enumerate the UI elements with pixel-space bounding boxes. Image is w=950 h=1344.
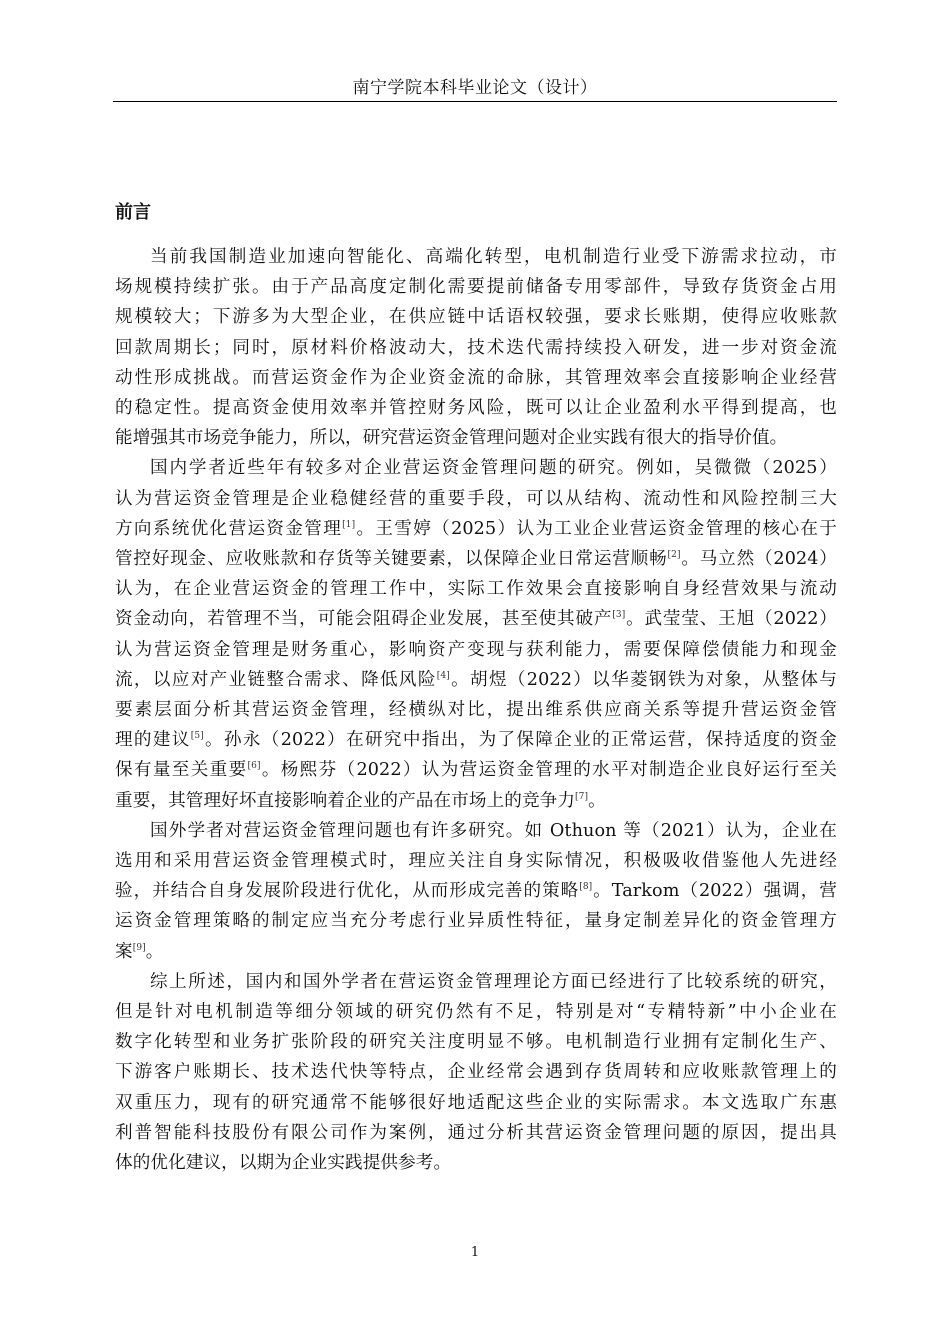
text-line: 要素层面分析其营运资金管理，经横纵对比，提出维系供应商关系等提升营运资金管: [115, 700, 837, 721]
text-line: 国内学者近些年有较多对企业营运资金管理问题的研究。例如，吴微微（2025）: [150, 458, 837, 479]
text-line: 综上所述，国内和国外学者在营运资金管理理论方面已经进行了比较系统的研究，: [150, 971, 837, 992]
text-line: 体的优化建议，以期为企业实践提供参考。: [115, 1153, 452, 1174]
text-line: 动性形成挑战。而营运资金作为企业资金流的命脉，其管理效率会直接影响企业经营: [115, 367, 837, 388]
text-line: 选用和采用营运资金管理模式时，理应关注自身实际情况，积极吸收借鉴他人先进经: [115, 851, 837, 872]
page-number: 1: [470, 1245, 480, 1260]
citation-marker: [2]: [667, 550, 681, 561]
paragraph: [115, 242, 837, 453]
text-line: 但是针对电机制造等细分领域的研究仍然有不足，特别是对“专精特新”中小企业在: [115, 1002, 837, 1023]
paragraph: [115, 816, 837, 967]
body-text: [115, 242, 837, 1178]
citation-marker: [9]: [132, 942, 146, 953]
text-line: 认为营运资金管理是企业稳健经营的重要手段，可以从结构、流动性和风险控制三大: [115, 488, 837, 509]
text-line: 场规模持续扩张。由于产品高度定制化需要提前储备专用零部件，导致存货资金占用: [115, 277, 837, 298]
text-line: 规模较大；下游多为大型企业，在供应链中话语权较强，要求长账期，使得应收账款: [115, 307, 837, 328]
text-line: 验，并结合自身发展阶段进行优化，从而形成完善的策略[8]。Tarkom（2022）强调，营: [115, 881, 837, 902]
text-line: 双重压力，现有的研究通常不能够很好地适配这些企业的实际需求。本文选取广东惠: [115, 1092, 837, 1113]
citation-marker: [8]: [579, 882, 593, 893]
text-line: 运资金管理策略的制定应当充分考虑行业异质性特征，量身定制差异化的资金管理方: [115, 911, 837, 932]
text-line: 流，以应对产业链整合需求、降低风险[4]。胡煜（2022）以华菱钢铁为对象，从整体与: [115, 669, 837, 690]
text-line: 保有量至关重要[6]。杨熙芬（2022）认为营运资金管理的水平对制造企业良好运行至关: [115, 760, 838, 781]
citation-marker: [3]: [612, 610, 626, 621]
text-line: 当前我国制造业加速向智能化、高端化转型，电机制造行业受下游需求拉动，市: [150, 247, 837, 267]
text-line: 国外学者对营运资金管理问题也有许多研究。如 Othuon 等（2021）认为，企业在: [150, 820, 837, 841]
citation-marker: [5]: [190, 731, 204, 742]
citation-marker: [7]: [575, 791, 589, 802]
citation-marker: [4]: [436, 670, 450, 681]
paragraph: [115, 967, 837, 1178]
header-rule: [113, 101, 837, 102]
text-line: 数字化转型和业务扩张阶段的研究关注度明显不够。电机制造行业拥有定制化生产、: [115, 1032, 837, 1053]
text-line: 理的建议[5]。孙永（2022）在研究中指出，为了保障企业的正常运营，保持适度的资金: [115, 730, 837, 751]
text-line: 认为，在企业营运资金的管理工作中，实际工作效果会直接影响自身经营效果与流动: [115, 579, 837, 600]
text-line: 回款周期长；同时，原材料价格波动大，技术迭代需持续投入研发，进一步对资金流: [115, 337, 837, 358]
text-line: 案[9]。: [115, 941, 164, 962]
text-line: 能增强其市场竞争能力，所以，研究营运资金管理问题对企业实践有很大的指导价值。: [115, 428, 788, 449]
citation-marker: [6]: [247, 761, 261, 772]
paragraph: [115, 453, 837, 815]
running-header: 南宁学院本科毕业论文（设计）: [352, 78, 598, 98]
citation-marker: [1]: [342, 519, 356, 530]
text-line: 利普智能科技股份有限公司作为案例，通过分析其营运资金管理问题的原因，提出具: [115, 1122, 837, 1143]
text-line: 认为营运资金管理是财务重心，影响资产变现与获利能力，需要保障偿债能力和现金: [115, 639, 837, 660]
text-line: 资金动向，若管理不当，可能会阻碍企业发展，甚至使其破产[3]。武莹莹、王旭（2022）: [115, 609, 838, 630]
text-line: 下游客户账期长、技术迭代快等特点，企业经常会遇到存货周转和应收账款管理上的: [115, 1062, 837, 1083]
text-line: 的稳定性。提高资金使用效率并管控财务风险，既可以让企业盈利水平得到提高，也: [115, 398, 837, 419]
text-line: 重要，其管理好坏直接影响着企业的产品在市场上的竞争力[7]。: [115, 790, 606, 811]
text-line: 方向系统优化营运资金管理[1]。王雪婷（2025）认为工业企业营运资金管理的核心在于: [115, 518, 837, 539]
section-heading: 前言: [115, 202, 151, 223]
text-line: 管控好现金、应收账款和存货等关键要素，以保障企业日常运营顺畅[2]。马立然（2024）: [115, 549, 837, 570]
